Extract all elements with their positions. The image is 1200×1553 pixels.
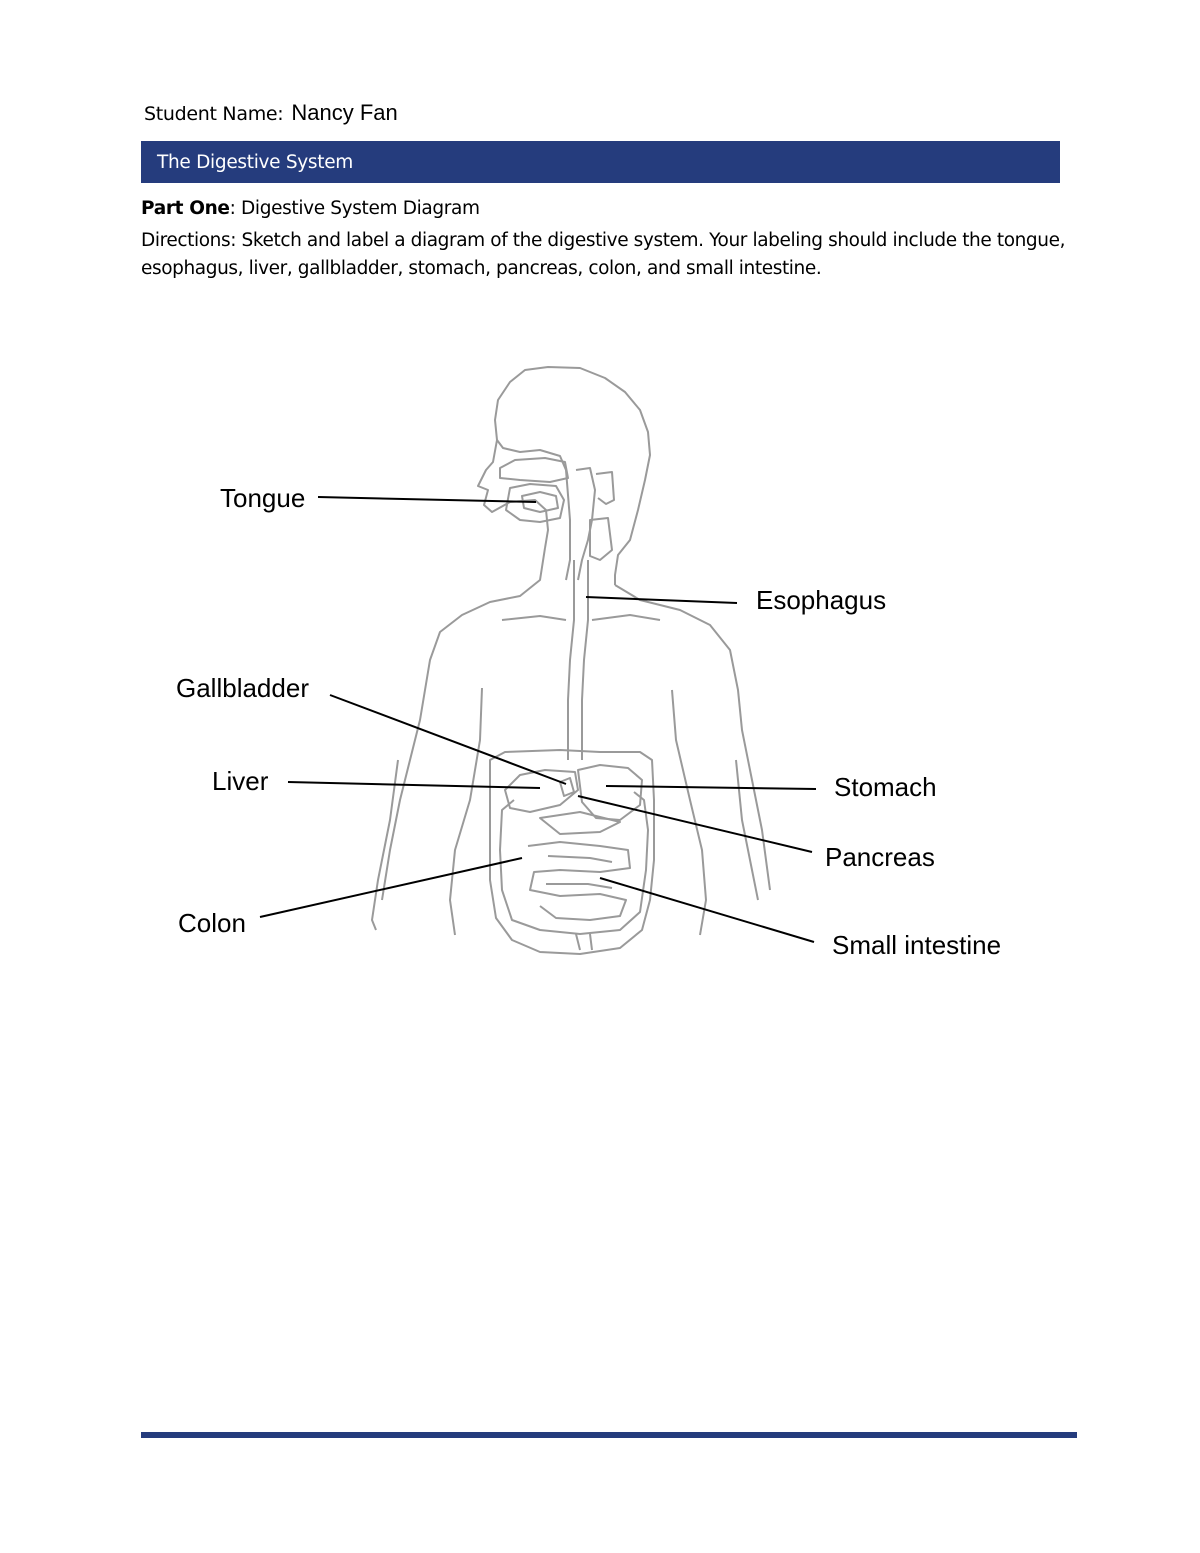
right-arm-inner [736, 760, 758, 900]
small-intestine-leader [600, 878, 814, 942]
pancreas-shape [540, 812, 620, 834]
directions-text: Directions: Sketch and label a diagram of the digestive system. Your labeling should include the tongue, esophagus, liver, gallbladder, stomach, pancreas, colon, and small intestine. [141, 230, 1066, 279]
diagram-labels [176, 483, 1001, 960]
label-gallbladder: Gallbladder [176, 673, 309, 703]
esophagus-leader [586, 597, 737, 603]
gallbladder-leader [330, 695, 566, 784]
page-title: The Digestive System [157, 151, 354, 173]
colon-leader [260, 858, 522, 917]
label-pancreas: Pancreas [825, 842, 935, 872]
stomach-leader [606, 786, 816, 789]
label-esophagus: Esophagus [756, 585, 887, 615]
stomach-shape [578, 765, 642, 820]
right-torso [672, 690, 706, 935]
esophagus-tube [568, 560, 588, 760]
label-liver: Liver [212, 766, 269, 796]
liver-leader [288, 782, 540, 788]
footer-rule [141, 1432, 1077, 1438]
gallbladder-shape [560, 778, 574, 796]
larynx [590, 518, 612, 560]
mouth-cavity [506, 484, 564, 522]
student-name-label: Student Name: [144, 103, 284, 125]
pharynx [596, 472, 614, 504]
left-collarbone [502, 616, 566, 620]
student-name-value: Nancy Fan [291, 100, 398, 125]
label-tongue: Tongue [220, 483, 306, 513]
pancreas-leader [578, 796, 812, 852]
part-label: Part One [141, 198, 230, 219]
throat [576, 468, 595, 580]
part-text: : Digestive System Diagram [229, 198, 480, 219]
label-colon: Colon [178, 908, 246, 938]
rectum [576, 934, 592, 950]
left-torso [450, 688, 482, 935]
nasal-cavity [500, 458, 568, 482]
small-intestine-coils [528, 842, 630, 920]
tongue-leader [318, 497, 536, 502]
head-outline [478, 367, 650, 585]
label-small-intestine: Small intestine [832, 930, 1002, 960]
liver-shape [505, 770, 578, 812]
leader-lines [260, 497, 816, 942]
label-stomach: Stomach [834, 772, 937, 802]
right-collarbone [592, 615, 660, 620]
body-outline [372, 367, 770, 954]
